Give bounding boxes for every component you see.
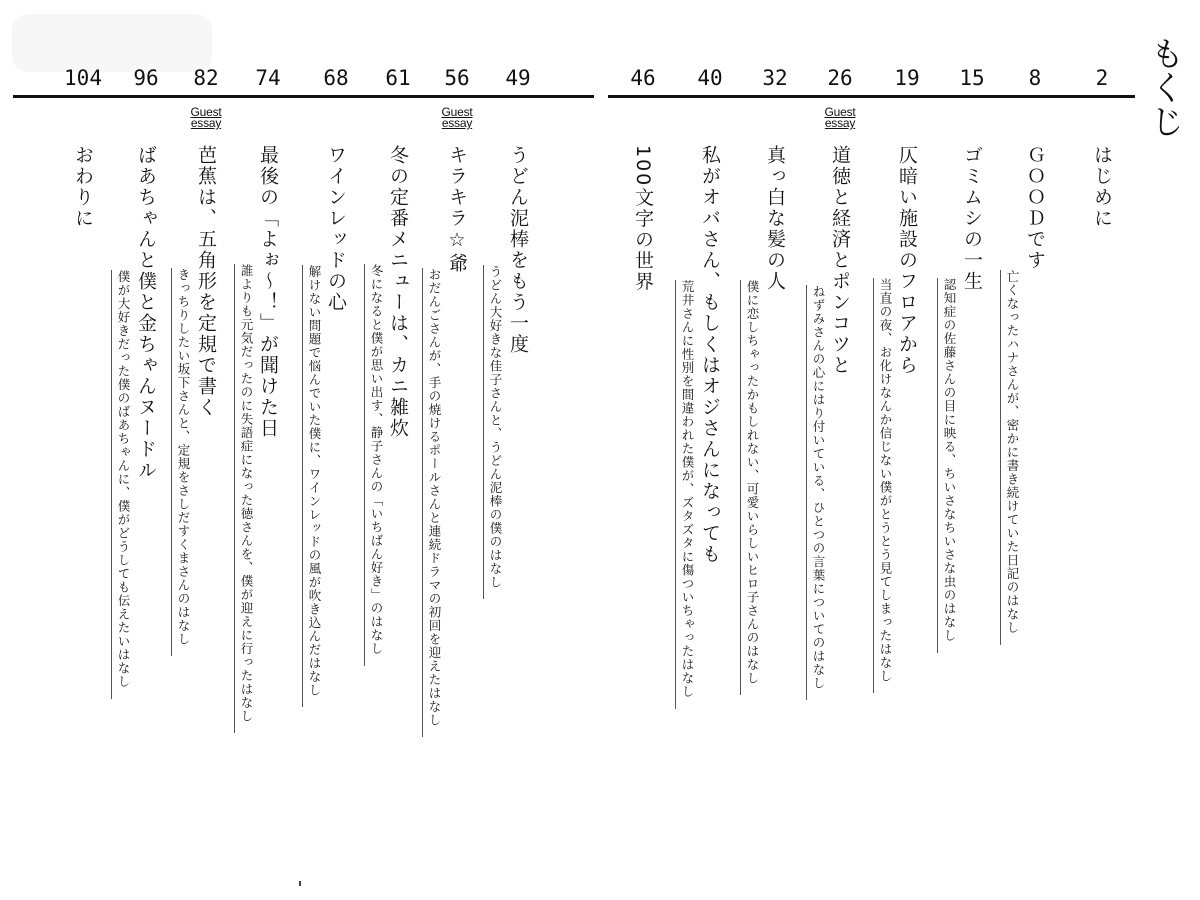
guest-essay-badge-line1: Guest bbox=[824, 105, 856, 119]
toc-entry-subtitle: うどん大好きな佳子さんと、うどん泥棒の僕のはなし bbox=[483, 265, 504, 599]
toc-entry-subtitle: 誰よりも元気だったのに失語症になった徳さんを、僕が迎えに行ったはなし bbox=[234, 264, 255, 733]
toc-page-number: 32 bbox=[762, 66, 788, 90]
toc-entry-title[interactable]: 私がオバさん、もしくはオジさんになっても bbox=[699, 145, 721, 565]
toc-entry-subtitle: 僕が大好きだった僕のばあちゃんに、僕がどうしても伝えたいはなし bbox=[111, 270, 132, 699]
contents-heading: もくじ bbox=[1144, 36, 1184, 138]
toc-entry-subtitle: ねずみさんの心にはり付いている、ひとつの言葉についてのはなし bbox=[806, 285, 827, 700]
toc-page-number: 61 bbox=[385, 66, 411, 90]
toc-page-number: 49 bbox=[505, 66, 531, 90]
toc-entry-title[interactable]: 冬の定番メニューは、カニ雑炊 bbox=[387, 145, 409, 439]
toc-entry-title[interactable]: ゴミムシの一生 bbox=[961, 145, 983, 292]
toc-page-number: 82 bbox=[193, 66, 219, 90]
toc-page-number: 8 bbox=[1028, 66, 1042, 90]
toc-entry-subtitle: きっちりしたい坂下さんと、定規をさしだすくまさんのはなし bbox=[171, 268, 192, 656]
toc-page-number: 68 bbox=[323, 66, 349, 90]
toc-page-number: 40 bbox=[697, 66, 723, 90]
guest-essay-badge-line2: essay bbox=[441, 116, 473, 130]
toc-entry-title[interactable]: ＧＯＯＤです bbox=[1024, 145, 1046, 271]
toc-entry-subtitle: 僕に恋しちゃったかもしれない、可愛いらしいヒロ子さんのはなし bbox=[740, 280, 761, 695]
guest-essay-badge bbox=[810, 107, 870, 129]
toc-entry-title[interactable]: 道徳と経済とポンコツと bbox=[829, 145, 851, 376]
toc-entry-title[interactable]: うどん泥棒をもう一度 bbox=[507, 145, 529, 355]
toc-page-number: 74 bbox=[255, 66, 281, 90]
toc-entry-title[interactable]: 仄暗い施設のフロアから bbox=[896, 145, 918, 376]
toc-entry-title[interactable]: キラキラ☆爺 bbox=[446, 145, 468, 274]
toc-entry-subtitle: 当直の夜、お化けなんか信じない僕がとうとう見てしまったはなし bbox=[873, 278, 894, 693]
toc-entry-subtitle: 亡くなったハナさんが、密かに書き続けていた日記のはなし bbox=[1000, 270, 1021, 645]
toc-entry-subtitle: おだんごさんが、手の焼けるポールさんと連続ドラマの初回を迎えたはなし bbox=[422, 268, 443, 737]
toc-entry-title[interactable]: 最後の「よぉ〜！」が聞けた日 bbox=[257, 145, 279, 439]
toc-page-number: 96 bbox=[133, 66, 159, 90]
toc-entry-subtitle: 認知症の佐藤さんの目に映る、ちいさなちいさな虫のはなし bbox=[937, 278, 958, 653]
guest-essay-badge bbox=[427, 107, 487, 129]
toc-page-number: 104 bbox=[64, 66, 102, 90]
divider-line-left bbox=[13, 95, 594, 98]
guest-essay-badge-line1: Guest bbox=[441, 105, 473, 119]
toc-page-number: 26 bbox=[827, 66, 853, 90]
scan-smudge bbox=[12, 14, 212, 72]
scan-mark bbox=[299, 881, 301, 886]
toc-entry-subtitle: 冬になると僕が思い出す、静子さんの「いちばん好き」のはなし bbox=[364, 264, 385, 666]
toc-entry-subtitle: 解けない問題で悩んでいた僕に、ワインレッドの風が吹き込んだはなし bbox=[302, 265, 323, 707]
toc-page-number: 46 bbox=[630, 66, 656, 90]
toc-entry-title[interactable]: ワインレッドの心 bbox=[325, 145, 347, 313]
toc-page-number: 56 bbox=[444, 66, 470, 90]
toc-page-number: 2 bbox=[1095, 66, 1109, 90]
toc-entry-title[interactable]: はじめに bbox=[1091, 145, 1113, 229]
toc-entry-title[interactable]: 100文字の世界 bbox=[632, 145, 654, 293]
toc-page-number: 15 bbox=[959, 66, 985, 90]
divider-line-right bbox=[608, 95, 1135, 98]
toc-entry-title[interactable]: おわりに bbox=[72, 145, 94, 229]
toc-page-number: 19 bbox=[894, 66, 920, 90]
guest-essay-badge-line1: Guest bbox=[190, 105, 222, 119]
toc-entry-subtitle: 荒井さんに性別を間違われた僕が、ズタズタに傷ついちゃったはなし bbox=[675, 280, 696, 709]
guest-essay-badge-line2: essay bbox=[824, 116, 856, 130]
toc-entry-title[interactable]: 芭蕉は、五角形を定規で書く bbox=[195, 145, 217, 418]
toc-entry-title[interactable]: ばあちゃんと僕と金ちゃんヌードル bbox=[135, 145, 157, 481]
toc-entry-title[interactable]: 真っ白な髪の人 bbox=[764, 145, 786, 292]
guest-essay-badge bbox=[176, 107, 236, 129]
guest-essay-badge-line2: essay bbox=[190, 116, 222, 130]
